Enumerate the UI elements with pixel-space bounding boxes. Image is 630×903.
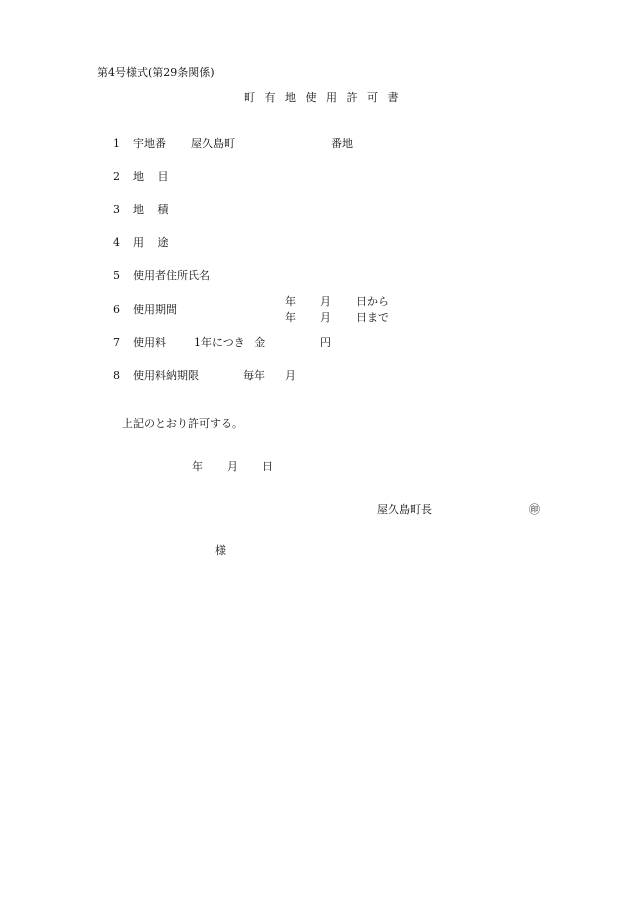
issuer-name: 屋久島町長 — [377, 503, 432, 516]
item-8-number: 8 — [113, 369, 120, 382]
date-month: 月 — [227, 460, 238, 473]
form-number: 第4号様式(第29条関係) — [97, 66, 215, 79]
date-day: 日 — [262, 460, 273, 473]
item-8-label: 使用料納期限 — [133, 369, 199, 382]
item-4-number: 4 — [113, 236, 120, 249]
item-1-value: 屋久島町 — [191, 137, 235, 150]
document-title: 町 有 地 使 用 許 可 書 — [244, 91, 399, 104]
item-1-suffix: 番地 — [331, 137, 353, 150]
item-7-number: 7 — [113, 336, 120, 349]
period-from-month: 月 — [320, 295, 331, 308]
period-to-month: 月 — [320, 311, 331, 324]
item-1-label: 宇地番 — [133, 137, 166, 150]
item-2-label: 地 目 — [133, 170, 169, 183]
item-1-number: 1 — [113, 137, 120, 150]
approval-statement: 上記のとおり許可する。 — [122, 417, 243, 430]
addressee-suffix: 様 — [215, 544, 226, 557]
item-6-number: 6 — [113, 303, 120, 316]
item-3-label: 地 積 — [133, 203, 169, 216]
date-year: 年 — [192, 460, 203, 473]
item-7-suffix: 円 — [320, 336, 331, 349]
seal-mark: ㊞ — [529, 503, 540, 516]
item-5-label: 使用者住所氏名 — [133, 269, 210, 282]
period-to-day: 日まで — [356, 311, 389, 324]
period-from-year: 年 — [285, 295, 296, 308]
item-4-label: 用 途 — [133, 236, 169, 249]
item-8-value: 毎年 — [243, 369, 265, 382]
period-from-day: 日から — [356, 295, 389, 308]
item-7-value: 1年につき 金 — [194, 336, 266, 349]
item-5-number: 5 — [113, 269, 120, 282]
item-7-label: 使用料 — [133, 336, 166, 349]
item-2-number: 2 — [113, 170, 120, 183]
item-3-number: 3 — [113, 203, 120, 216]
period-to-year: 年 — [285, 311, 296, 324]
item-8-suffix: 月 — [285, 369, 296, 382]
item-6-label: 使用期間 — [133, 303, 177, 316]
